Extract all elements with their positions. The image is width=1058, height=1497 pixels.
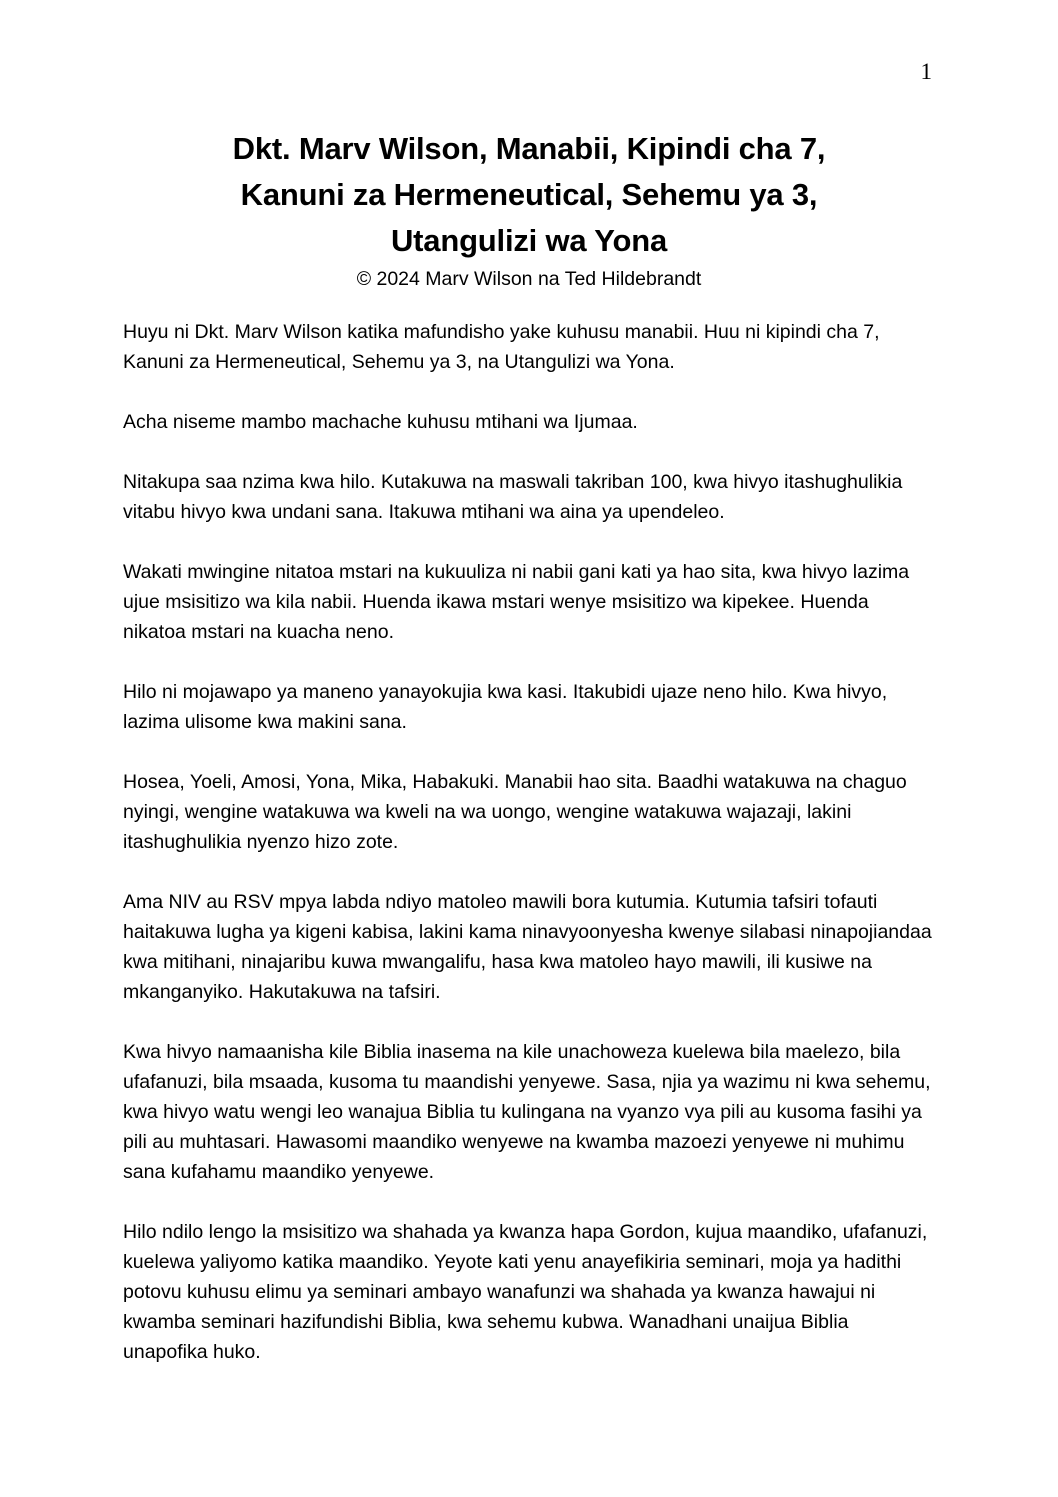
paragraph-7: Ama NIV au RSV mpya labda ndiyo matoleo mawili bora kutumia. Kutumia tafsiri tofauti haitakuwa lugha ya kigeni kabisa, lakini kama ninavyoonyesha kwenye silabasi ninapojiandaa kwa mitihani, ninajaribu kuwa mwangalifu, hasa kwa matoleo hayo mawili, ili kusiwe na mkanganyiko. Hakutakuwa na tafsiri.: [123, 891, 932, 1003]
paragraph-1: Huyu ni Dkt. Marv Wilson katika mafundisho yake kuhusu manabii. Huu ni kipindi cha 7, Kanuni za Hermeneutical, Sehemu ya 3, na Utangulizi wa Yona.: [123, 321, 880, 373]
paragraph-4: Wakati mwingine nitatoa mstari na kukuuliza ni nabii gani kati ya hao sita, kwa hivyo lazima ujue msisitizo wa kila nabii. Huenda ikawa mstari wenye msisitizo wa kipekee. Huenda nikatoa mstari na kuacha neno.: [123, 561, 910, 643]
paragraph-3: Nitakupa saa nzima kwa hilo. Kutakuwa na maswali takriban 100, kwa hivyo itashughulikia vitabu hivyo kwa undani sana. Itakuwa mtihani wa aina ya upendeleo.: [123, 471, 903, 523]
paragraph-9: Hilo ndilo lengo la msisitizo wa shahada ya kwanza hapa Gordon, kujua maandiko, ufafanuzi, kuelewa yaliyomo katika maandiko. Yeyote kati yenu anayefikiria seminari, moja ya hadithi potovu kuhusu elimu ya seminari ambayo wanafunzi wa shahada ya kwanza hawajui ni kwamba seminari hazifundishi Biblia, kwa sehemu kubwa. Wanadhani unaijua Biblia unapofika huko.: [123, 1221, 928, 1363]
title-line-2: Kanuni za Hermeneutical, Sehemu ya 3,: [240, 177, 818, 212]
title-line-1: Dkt. Marv Wilson, Manabii, Kipindi cha 7,: [232, 131, 826, 166]
paragraph-2: Acha niseme mambo machache kuhusu mtihani wa Ijumaa.: [123, 411, 638, 433]
paragraph-6: Hosea, Yoeli, Amosi, Yona, Mika, Habakuki. Manabii hao sita. Baadhi watakuwa na chaguo nyingi, wengine watakuwa wa kweli na wa uongo, wengine watakuwa wajazaji, lakini itashughulikia nyenzo hizo zote.: [123, 771, 907, 853]
page-number: 1: [920, 59, 932, 84]
paragraph-5: Hilo ni mojawapo ya maneno yanayokujia kwa kasi. Itakubidi ujaze neno hilo. Kwa hivyo, lazima ulisome kwa makini sana.: [123, 681, 888, 733]
title-line-3: Utangulizi wa Yona: [390, 223, 667, 258]
document-title: [123, 126, 935, 264]
paragraph-8: Kwa hivyo namaanisha kile Biblia inasema na kile unachoweza kuelewa bila maelezo, bila ufafanuzi, bila msaada, kusoma tu maandishi yenyewe. Sasa, njia ya wazimu ni kwa sehemu, kwa hivyo watu wengi leo wanajua Biblia tu kulingana na vyanzo vya pili au kusoma fasihi ya pili au muhtasari. Hawasomi maandiko wenyewe na kwamba mazoezi yenyewe ni muhimu sana kufahamu maandiko yenyewe.: [123, 1041, 931, 1183]
copyright-line: © 2024 Marv Wilson na Ted Hildebrandt: [356, 268, 702, 290]
